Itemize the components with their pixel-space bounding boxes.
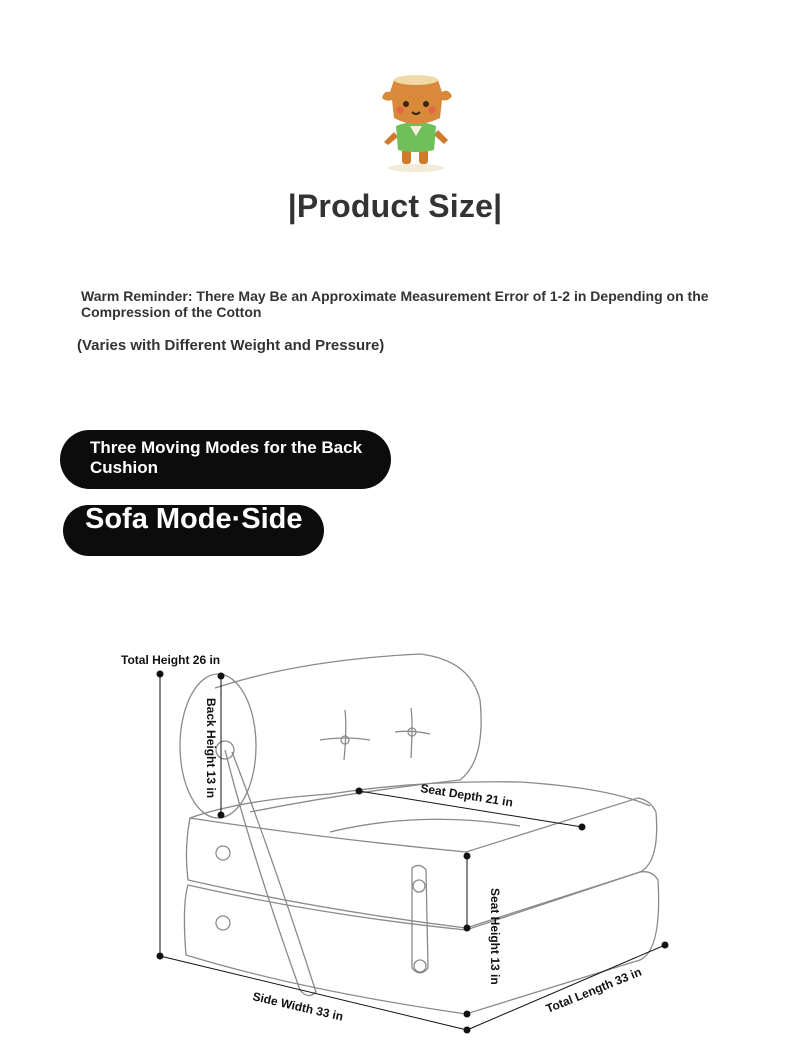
page-title: |Product Size|: [287, 188, 503, 224]
seat-height-label: Seat Height 13 in: [488, 888, 502, 985]
sofa-mode-badge-label: Sofa Mode·Side: [85, 505, 303, 535]
measurement-reminder: Warm Reminder: There May Be an Approximate Measurement Error of 1-2 in Depending on the Compression of the Cotton: [81, 288, 709, 320]
mascot-icon: [378, 74, 454, 174]
sofa-mode-badge: [63, 505, 324, 556]
weight-pressure-note: (Varies with Different Weight and Pressure): [77, 337, 385, 354]
back-height-label: Back Height 13 in: [204, 698, 218, 799]
sofa-drawing: [180, 654, 659, 1014]
seat-depth-label: Seat Depth 21 in: [419, 781, 514, 810]
total-length-label: Total Length 33 in: [543, 964, 644, 1016]
side-width-label: Side Width 33 in: [251, 989, 345, 1024]
modes-badge-label: Three Moving Modes for the Back Cushion: [90, 438, 363, 477]
sofa-dimension-diagram: [0, 620, 790, 1050]
modes-badge: [60, 430, 391, 489]
total-height-label: Total Height 26 in: [121, 653, 221, 667]
